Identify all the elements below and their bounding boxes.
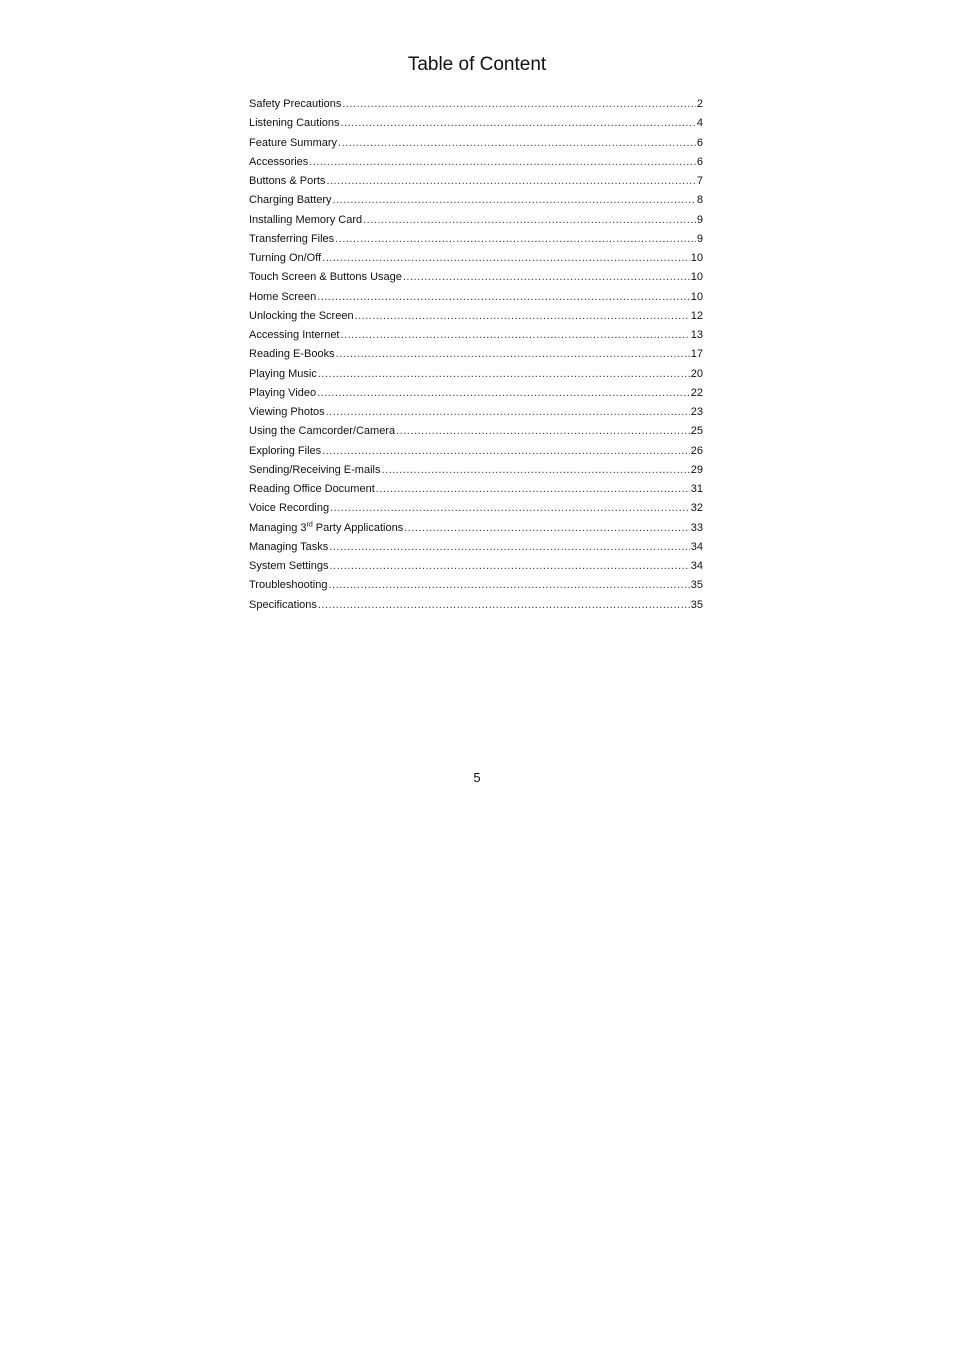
toc-entry-label-text: Listening Cautions <box>249 117 340 130</box>
toc-entry-label <box>249 422 395 441</box>
toc-entry-page: 9 <box>696 213 703 226</box>
toc-entry-label <box>249 403 325 422</box>
toc-entry-label-text: Reading E-Books <box>249 348 335 361</box>
toc-entry-label <box>249 576 327 595</box>
toc-entry-label-text: Touch Screen & Buttons Usage <box>249 271 402 284</box>
toc-entry-label <box>249 499 329 518</box>
toc-entry[interactable] <box>249 134 703 153</box>
toc-entry-label <box>249 345 335 364</box>
toc-entry-page: 10 <box>690 271 703 284</box>
toc-entry-label <box>249 307 354 326</box>
toc-entry[interactable] <box>249 384 703 403</box>
toc-entry-label <box>249 134 337 153</box>
toc-entry[interactable] <box>249 230 703 249</box>
toc-entry-label <box>249 95 341 114</box>
toc-entry[interactable] <box>249 442 703 461</box>
toc-entry-label-text: Playing Music <box>249 367 317 380</box>
dot-leader <box>329 538 689 557</box>
toc-entry[interactable] <box>249 499 703 518</box>
toc-entry[interactable] <box>249 268 703 287</box>
toc-entry-page: 13 <box>690 329 703 341</box>
toc-entry[interactable] <box>249 480 703 499</box>
toc-entry[interactable] <box>249 211 703 230</box>
toc-entry-label-text: Specifications <box>249 598 317 611</box>
toc-entry-page: 6 <box>696 136 703 149</box>
toc-entry-label-text: System Settings <box>249 560 329 572</box>
dot-leader <box>363 211 696 230</box>
toc-entry-page: 35 <box>690 598 703 611</box>
toc-entry[interactable] <box>249 403 703 422</box>
toc-entry-page: 31 <box>690 483 703 495</box>
toc-entry-label <box>249 365 317 384</box>
toc-entry-page: 25 <box>690 425 703 438</box>
dot-leader <box>329 557 689 576</box>
toc-entry-label <box>249 442 321 461</box>
dot-leader <box>342 95 696 114</box>
toc-entry-label <box>249 596 317 615</box>
toc-entry-label-text: Troubleshooting <box>249 579 328 592</box>
dot-leader <box>322 249 690 268</box>
toc-entry-label-text: Viewing Photos <box>249 406 325 418</box>
table-of-contents <box>249 95 703 615</box>
toc-entry[interactable] <box>249 191 703 210</box>
toc-entry-label <box>249 153 308 172</box>
toc-entry[interactable] <box>249 172 703 191</box>
toc-entry-page: 12 <box>690 309 703 322</box>
toc-entry-label <box>249 480 375 499</box>
toc-entry-page: 20 <box>690 367 703 380</box>
toc-entry-label <box>249 326 340 345</box>
toc-entry-page: 26 <box>690 444 703 457</box>
toc-entry-label-text: Reading Office Document <box>249 483 375 495</box>
toc-entry[interactable] <box>249 519 703 538</box>
toc-entry-page: 6 <box>696 155 703 168</box>
toc-entry-page: 23 <box>690 406 703 418</box>
toc-entry-page: 9 <box>696 232 703 245</box>
toc-entry-superscript: rd <box>306 520 313 528</box>
dot-leader <box>341 326 690 345</box>
toc-entry-label-text: Accessories <box>249 155 309 168</box>
dot-leader <box>403 268 690 287</box>
dot-leader <box>322 442 690 461</box>
page-title: Table of Content <box>407 54 547 75</box>
toc-entry[interactable] <box>249 538 703 557</box>
toc-entry-page: 10 <box>690 290 703 303</box>
toc-entry-page: 35 <box>690 579 703 592</box>
toc-entry-label <box>249 461 380 480</box>
toc-entry-label-text: Home Screen <box>249 290 317 303</box>
toc-entry-label <box>249 172 325 191</box>
toc-entry[interactable] <box>249 345 703 364</box>
dot-leader <box>376 480 690 499</box>
toc-entry-label <box>249 519 403 538</box>
toc-entry[interactable] <box>249 307 703 326</box>
toc-entry[interactable] <box>249 461 703 480</box>
toc-entry-page: 4 <box>696 117 703 130</box>
toc-entry-label-text: Sending/Receiving E-mails <box>249 463 381 476</box>
toc-entry-label-text: Buttons & Ports <box>249 175 326 187</box>
dot-leader <box>317 384 690 403</box>
toc-entry[interactable] <box>249 249 703 268</box>
dot-leader <box>341 114 696 133</box>
toc-entry[interactable] <box>249 288 703 307</box>
toc-entry-page: 17 <box>690 348 703 361</box>
toc-entry-label-text: Playing Video <box>249 386 317 399</box>
dot-leader <box>328 576 689 595</box>
dot-leader <box>335 230 696 249</box>
toc-entry-page: 34 <box>690 560 703 572</box>
toc-entry-page: 22 <box>690 386 703 399</box>
toc-entry[interactable] <box>249 576 703 595</box>
toc-entry-label <box>249 230 334 249</box>
dot-leader <box>326 172 695 191</box>
toc-entry-label-text: Accessing Internet <box>249 329 340 341</box>
toc-entry[interactable] <box>249 153 703 172</box>
toc-entry[interactable] <box>249 422 703 441</box>
dot-leader <box>326 403 690 422</box>
toc-entry-label-text: Feature Summary <box>249 136 338 149</box>
toc-entry-label-text: Unlocking the Screen <box>249 309 354 322</box>
dot-leader <box>396 422 690 441</box>
dot-leader <box>333 191 696 210</box>
toc-entry-page: 2 <box>696 98 703 110</box>
toc-entry-label-text: Installing Memory Card <box>249 213 363 226</box>
toc-entry-page: 7 <box>696 175 703 187</box>
toc-entry-label <box>249 288 316 307</box>
dot-leader <box>309 153 696 172</box>
toc-entry-page: 33 <box>690 521 703 534</box>
toc-entry[interactable] <box>249 95 703 114</box>
toc-entry-label <box>249 268 402 287</box>
toc-entry[interactable] <box>249 365 703 384</box>
toc-entry-label-text: Managing Tasks <box>249 540 329 553</box>
toc-entry-label-text: Charging Battery <box>249 194 332 207</box>
toc-entry[interactable] <box>249 557 703 576</box>
toc-entry-label-text: Exploring Files <box>249 444 322 457</box>
toc-entry-label <box>249 191 332 210</box>
toc-entry[interactable] <box>249 326 703 345</box>
toc-entry-label <box>249 538 328 557</box>
toc-entry-label-text: Transferring Files <box>249 232 335 245</box>
toc-entry[interactable] <box>249 114 703 133</box>
toc-entry-page: 8 <box>696 194 703 207</box>
toc-entry-page: 10 <box>690 252 703 264</box>
dot-leader <box>404 519 690 538</box>
dot-leader <box>336 345 690 364</box>
toc-entry-label <box>249 384 316 403</box>
dot-leader <box>381 461 689 480</box>
dot-leader <box>338 134 696 153</box>
toc-entry-label-continued: Party Applications <box>312 521 404 534</box>
toc-entry-label <box>249 557 328 576</box>
toc-entry[interactable] <box>249 596 703 615</box>
toc-entry-label <box>249 249 321 268</box>
toc-entry-label <box>249 211 362 230</box>
dot-leader <box>317 288 689 307</box>
dot-leader <box>318 365 690 384</box>
dot-leader <box>355 307 690 326</box>
toc-entry-page: 29 <box>690 463 703 476</box>
toc-entry-label-text: Turning On/Off <box>249 252 322 264</box>
page-number: 5 <box>473 770 481 785</box>
toc-entry-label-text: Using the Camcorder/Camera <box>249 425 396 438</box>
toc-entry-page: 34 <box>690 540 703 553</box>
dot-leader <box>330 499 690 518</box>
toc-entry-page: 32 <box>690 502 703 515</box>
toc-entry-label-text: Managing 3 <box>249 521 307 534</box>
toc-entry-label-text: Voice Recording <box>249 502 330 515</box>
dot-leader <box>318 596 690 615</box>
toc-entry-label <box>249 114 340 133</box>
toc-entry-label-text: Safety Precautions <box>249 98 342 110</box>
